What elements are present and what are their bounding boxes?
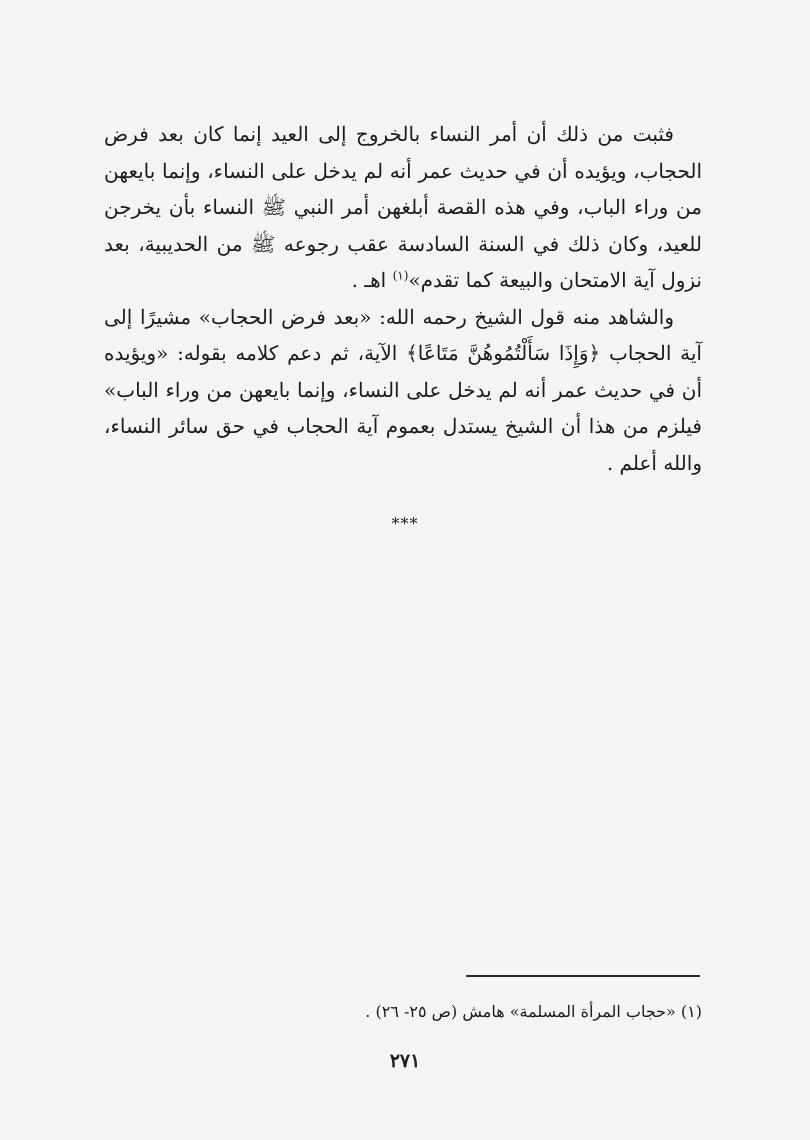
section-separator: *** <box>391 514 419 533</box>
paragraph-1 <box>104 116 702 299</box>
paragraph-2: والشاهد منه قول الشيخ رحمه الله: «بعد فرض الحجاب» مشيرًا إلى آية الحجاب ﴿وَإِذَا سَأَلْتُمُوهُنَّ مَتَاعًا﴾ الآية، ثم دعم كلامه بقوله: «ويؤيده أن في حديث عمر أنه لم يدخل على النساء، وإنما بايعهن من وراء الباب» فيلزم من هذا أن الشيخ يستدل بعموم آية الحجاب في حق سائر النساء، والله أعلم . <box>104 304 702 475</box>
page-number: ٢٧١ <box>389 1050 421 1072</box>
footnote: (١) «حجاب المرأة المسلمة» هامش (ص ٢٥- ٢٦) . <box>365 1002 702 1021</box>
paragraph-1-ending: اهـ . <box>351 268 393 292</box>
footnote-divider <box>466 975 700 977</box>
footnote-reference: (١) <box>392 268 409 283</box>
paragraph-1-text: فثبت من ذلك أن أمر النساء بالخروج إلى العيد إنما كان بعد فرض الحجاب، ويؤيده أن في حديث عمر أنه لم يدخل على النساء، وإنما بايعهن من وراء الباب، وفي هذه القصة أبلغهن أمر النبي ﷺ النساء بأن يخرجن للعيد، وكان ذلك في السنة السادسة عقب رجوعه ﷺ من الحديبية، بعد نزول آية الامتحان والبيعة كما تقدم» <box>104 122 702 292</box>
main-text <box>104 116 702 481</box>
